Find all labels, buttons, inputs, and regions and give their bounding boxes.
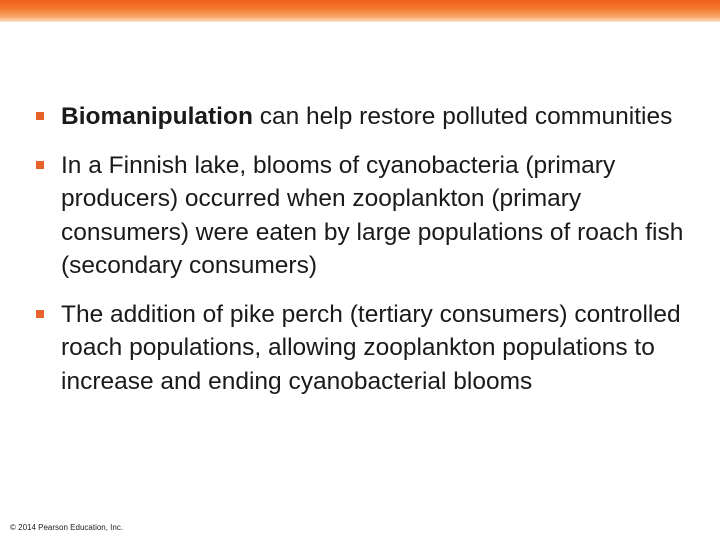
header-gradient-bar xyxy=(0,0,720,22)
square-bullet-icon xyxy=(36,310,44,318)
bullet-finnish-lake xyxy=(36,149,706,283)
slide-content xyxy=(36,100,706,398)
bullet-biomanipulation xyxy=(36,100,706,134)
bullet-bold-term: Biomanipulation xyxy=(61,103,253,130)
square-bullet-icon xyxy=(36,161,44,169)
square-bullet-icon xyxy=(36,112,44,120)
bullet-text: In a Finnish lake, blooms of cyanobacteria (primary producers) occurred when zooplankton (primary consumers) were eaten by large populations of roach fish (secondary consumers) xyxy=(61,151,684,279)
bullet-text: The addition of pike perch (tertiary consumers) controlled roach populations, allowing zooplankton populations to increase and ending cyanobacterial blooms xyxy=(61,300,681,395)
copyright-footer: © 2014 Pearson Education, Inc. xyxy=(10,523,124,532)
bullet-pike-perch xyxy=(36,298,706,399)
bullet-text: can help restore polluted communities xyxy=(252,103,673,130)
